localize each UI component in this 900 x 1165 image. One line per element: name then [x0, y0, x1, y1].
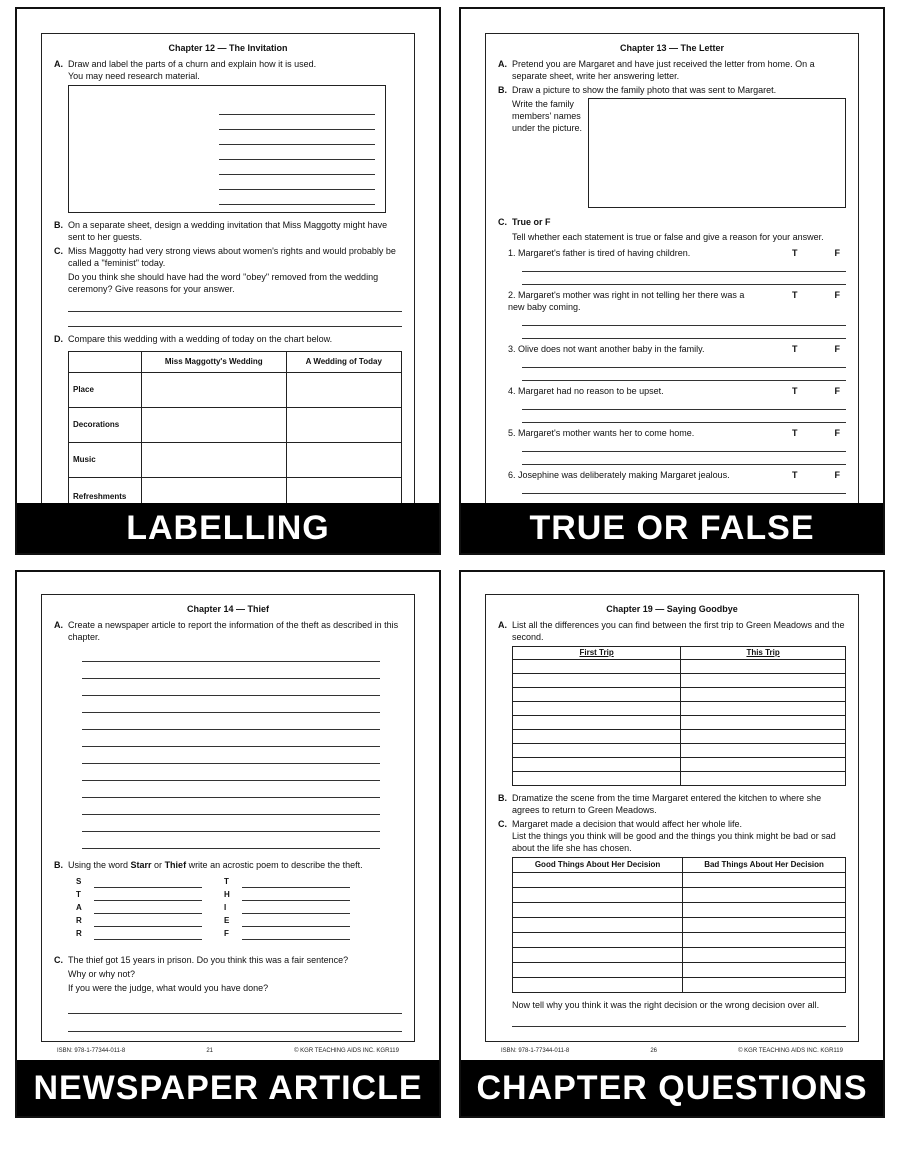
tf-statement: 4. Margaret had no reason to be upset. T F — [498, 385, 846, 423]
page-footer: ISBN: 978-1-77344-011-8 21 © KGR TEACHING AIDS INC. KGR119 — [57, 1048, 399, 1054]
acrostic-line[interactable]: T — [76, 888, 202, 901]
table-header: First Trip — [513, 647, 681, 660]
question-d: D. Compare this wedding with a wedding of today on the chart below. — [54, 334, 333, 344]
answer-lines[interactable] — [522, 259, 846, 285]
table-row — [513, 688, 846, 702]
question-a: A. Pretend you are Margaret and have just received the letter from home. On a separate sheet, write her answering letter. — [498, 59, 815, 81]
true-option[interactable]: T — [792, 428, 798, 438]
table-header: Bad Things About Her Decision — [683, 858, 846, 873]
true-false-list — [498, 247, 846, 503]
acrostic-line[interactable]: A — [76, 901, 202, 914]
question-b: B. On a separate sheet, design a wedding invitation that Miss Maggotty might have sent to her guests. — [54, 220, 388, 242]
worksheet-panel-chapter-questions — [459, 570, 885, 1118]
tf-statement: 3. Olive does not want another baby in the family. T F — [498, 343, 846, 381]
table-header — [69, 352, 142, 373]
chapter-title: Chapter 12 — The Invitation — [168, 43, 288, 53]
worksheet-page — [485, 33, 859, 503]
worksheet-page — [485, 594, 859, 1042]
trip-comparison-table — [512, 646, 846, 786]
answer-lines[interactable] — [522, 481, 846, 503]
false-option[interactable]: F — [834, 470, 840, 480]
table-row — [513, 978, 846, 993]
table-header: Good Things About Her Decision — [513, 858, 683, 873]
table-row — [513, 716, 846, 730]
false-option[interactable]: F — [834, 344, 840, 354]
page-footer: ISBN: 978-1-77344-011-8 26 © KGR TEACHING AIDS INC. KGR119 — [501, 1048, 843, 1054]
table-row-label: Decorations — [69, 408, 142, 443]
tf-statement: 5. Margaret's mother wants her to come home. T F — [498, 427, 846, 465]
question-c-followup: Now tell why you think it was the right decision or the wrong decision over all. — [512, 1000, 820, 1010]
question-b: B. Using the word Starr or Thief write an acrostic poem to describe the theft. — [54, 860, 363, 870]
true-option[interactable]: T — [792, 290, 798, 300]
acrostic-line[interactable]: I — [224, 901, 350, 914]
acrostic-line[interactable]: R — [76, 914, 202, 927]
question-c: C. The thief got 15 years in prison. Do you think this was a fair sentence? Why or why not? If you were the judge, what would you have done? — [54, 955, 349, 993]
acrostic-line[interactable]: T — [224, 875, 350, 888]
acrostic-line[interactable]: S — [76, 875, 202, 888]
answer-lines[interactable] — [522, 397, 846, 423]
acrostic-line[interactable]: H — [224, 888, 350, 901]
table-row — [513, 948, 846, 963]
table-header: A Wedding of Today — [286, 352, 401, 373]
chapter-title: Chapter 13 — The Letter — [619, 43, 725, 53]
comparison-table — [68, 351, 402, 503]
answer-lines[interactable] — [522, 355, 846, 381]
table-row — [513, 963, 846, 978]
chapter-title: Chapter 14 — Thief — [186, 604, 269, 614]
worksheet-panel-newspaper-article — [15, 570, 441, 1118]
question-c: C. Margaret made a decision that would affect her whole life. List the things you think will be good and the things you think might be bad or sad about the life she has chosen. — [498, 819, 836, 853]
false-option[interactable]: F — [834, 248, 840, 258]
true-option[interactable]: T — [792, 386, 798, 396]
table-row — [513, 702, 846, 716]
table-header: Miss Maggotty's Wedding — [142, 352, 287, 373]
question-c-intro: Tell whether each statement is true or false and give a reason for your answer. — [512, 232, 824, 242]
worksheet-page — [41, 33, 415, 503]
true-option[interactable]: T — [792, 470, 798, 480]
answer-lines[interactable] — [54, 297, 402, 327]
false-option[interactable]: F — [834, 290, 840, 300]
table-row — [513, 888, 846, 903]
answer-lines[interactable] — [522, 439, 846, 465]
question-b: B. Draw a picture to show the family photo that was sent to Margaret. — [498, 85, 777, 95]
table-row — [513, 873, 846, 888]
question-a: A. List all the differences you can find between the first trip to Green Meadows and the second. — [498, 620, 845, 642]
banner-label: CHAPTER QUESTIONS — [461, 1060, 883, 1116]
worksheet-panel-true-or-false — [459, 7, 885, 555]
question-b: B. Dramatize the scene from the time Margaret entered the kitchen to where she agrees to return to Green Meadows. — [498, 793, 822, 815]
tf-statement: 2. Margaret's mother was right in not telling her there was a new baby coming. T F — [498, 289, 846, 339]
table-header: This Trip — [681, 647, 846, 660]
banner-label: TRUE OR FALSE — [461, 503, 883, 553]
answer-lines[interactable] — [512, 1011, 846, 1042]
question-a: A. Create a newspaper article to report the information of the theft as described in this chapter. — [54, 620, 399, 642]
answer-lines[interactable] — [522, 313, 846, 339]
decision-table — [512, 857, 846, 993]
question-c: C. True or F — [498, 217, 551, 227]
acrostic-line[interactable]: R — [76, 927, 202, 940]
worksheet-page — [41, 594, 415, 1042]
worksheet-panel-labelling — [15, 7, 441, 555]
question-a: A. Draw and label the parts of a churn and explain how it is used. You may need research material. — [54, 59, 317, 81]
table-row — [513, 758, 846, 772]
table-row — [513, 772, 846, 786]
question-c: C. Miss Maggotty had very strong views about women's rights and would probably be called a "feminist" today. Do you think she should have had the word "obey" removed from the wedding ceremony? Give reasons for your answer. — [54, 246, 396, 294]
chapter-title: Chapter 19 — Saying Goodbye — [606, 604, 738, 614]
table-row — [513, 744, 846, 758]
table-row — [513, 674, 846, 688]
tf-statement: 6. Josephine was deliberately making Margaret jealous. T F — [498, 469, 846, 503]
table-row-label: Refreshments — [69, 478, 142, 504]
table-row — [513, 660, 846, 674]
acrostic-poem — [54, 875, 402, 940]
false-option[interactable]: F — [834, 428, 840, 438]
article-lines[interactable] — [82, 645, 380, 849]
table-row — [513, 933, 846, 948]
table-row-label: Place — [69, 373, 142, 408]
acrostic-line[interactable]: E — [224, 914, 350, 927]
table-row — [513, 730, 846, 744]
drawing-box[interactable] — [68, 85, 386, 213]
label-lines — [219, 100, 375, 205]
answer-lines[interactable] — [68, 996, 402, 1042]
table-row — [513, 918, 846, 933]
banner-label: LABELLING — [17, 503, 439, 553]
picture-box[interactable] — [588, 98, 846, 208]
banner-label: NEWSPAPER ARTICLE — [17, 1060, 439, 1116]
picture-note: Write the family members' names under the picture. — [512, 99, 583, 133]
table-row — [513, 903, 846, 918]
true-option[interactable]: T — [792, 344, 798, 354]
tf-statement: 1. Margaret's father is tired of having children. T F — [498, 247, 846, 285]
table-row-label: Music — [69, 443, 142, 478]
true-option[interactable]: T — [792, 248, 798, 258]
false-option[interactable]: F — [834, 386, 840, 396]
acrostic-line[interactable]: F — [224, 927, 350, 940]
